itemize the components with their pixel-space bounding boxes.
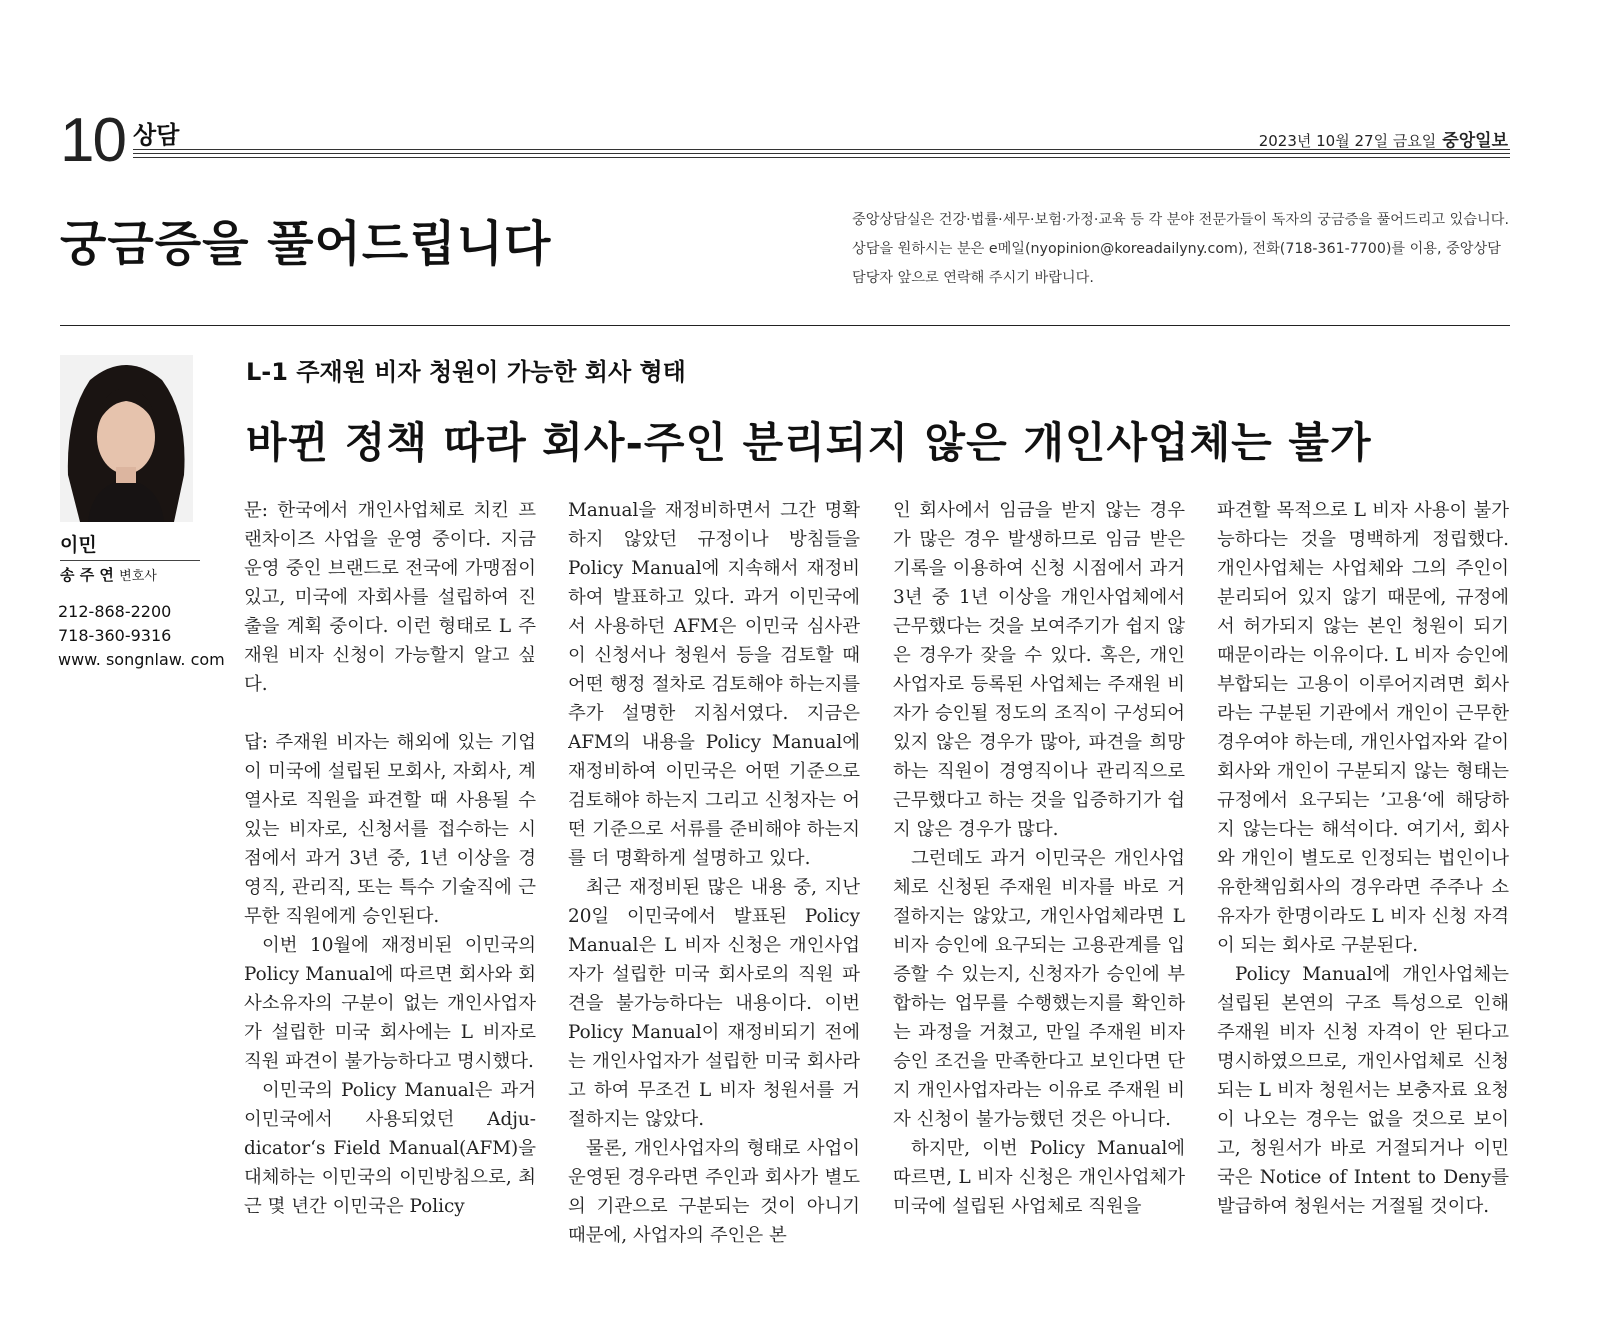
article-column-4 [1217, 496, 1509, 1336]
paragraph: 이번 10월에 재정비된 이민국의 Policy Manual에 따르면 회사와 회사소유자의 구분이 없는 개인사업자가 설립한 미국 회사에는 L 비자로 직원 파견이 불가능하다고 명시했다. [244, 935, 536, 1072]
section-name: 상담 [133, 121, 180, 149]
paragraph: 이민국의 Policy Manual은 과거 이민국에서 사용되었던 Adju-dicator‘s Field Manual(AFM)을 대체하는 이민국의 이민방침으로, 최근 몇 년간 이민국은 Policy [244, 1080, 536, 1217]
paper-name: 중앙일보 [1442, 131, 1508, 151]
article-headline: 바뀐 정책 따라 회사-주인 분리되지 않은 개인사업체는 불가 [246, 418, 1372, 467]
paragraph: Manual을 재정비하면서 그간 명확하지 않았던 규정이나 방침들을 Policy Manual에 지속해서 재정비하여 발표하고 있다. 과거 이민국에서 사용하던 AFM은 이민국 심사관이 신청서나 청원서 등을 검토할 때 어떤 행정 절차로 검토해야 하는지를 추가 설명한 지침서였다. 지금은 AFM의 내용을 Policy Manual에 재정비하여 이민국은 어떤 기준으로 검토해야 하는지 그리고 신청자는 어떤 기준으로 서류를 준비해야 하는지를 더 명확하게 설명하고 있다. [568, 500, 860, 869]
paragraph: 하지만, 이번 Policy Manual에 따르면, L 비자 신청은 개인사업체가 미국에 설립된 사업체로 직원을 [893, 1138, 1185, 1217]
author-title: 변호사 [119, 569, 157, 584]
paragraph: 그런데도 과거 이민국은 개인사업체로 신청된 주재원 비자를 바로 거절하지는 않았고, 개인사업체라면 L 비자 승인에 요구되는 고용관계를 입증할 수 있는지, 신청자가 승인에 부합하는 업무를 수행했는지를 확인하는 과정을 거쳤고, 만일 주재원 비자 승인 조건을 만족한다고 보인다면 단지 개인사업자라는 이유로 주재원 비자 신청이 불가능했던 것은 아니다. [893, 848, 1185, 1130]
article-column-1 [244, 496, 536, 1336]
author-byline [60, 564, 157, 585]
header-rule [133, 157, 1510, 158]
page-number: 10 [60, 106, 125, 175]
paragraph: 파견할 목적으로 L 비자 사용이 불가능하다는 것을 명백하게 정립했다. 개인사업체는 사업체와 그의 주인이 분리되어 있지 않기 때문에, 규정에서 허가되지 않는 본인 청원이 되기 때문이라는 이유이다. L 비자 승인에 부합되는 고용이 이루어지려면 회사라는 구분된 기관에서 개인이 근무한 경우여야 하는데, 개인사업자와 같이 회사와 개인이 구분되지 않는 형태는 규정에서 요구되는 ’고용‘에 해당하지 않는다는 해석이다. 여기서, 회사와 개인이 별도로 인정되는 법인이나 유한책임회사의 경우라면 주주나 소유자가 한명이라도 L 비자 신청 자격이 되는 회사로 구분된다. [1217, 500, 1509, 956]
paragraph: 물론, 개인사업자의 형태로 사업이 운영된 경우라면 주인과 회사가 별도의 기관으로 구분되는 것이 아니기 때문에, 사업자의 주인은 본 [568, 1138, 860, 1246]
author-photo [60, 355, 193, 522]
paragraph: 답: 주재원 비자는 해외에 있는 기업이 미국에 설립된 모회사, 자회사, 계열사로 직원을 파견할 때 사용될 수 있는 비자로, 신청서를 접수하는 시점에서 과거 3년 중, 1년 이상을 경영직, 관리직, 또는 특수 기술직에 근무한 직원에게 승인된다. [244, 732, 536, 927]
phone-1: 212-868-2200 [58, 602, 172, 621]
website: www. songnlaw. com [58, 650, 225, 669]
section-divider [60, 325, 1510, 326]
phone-2: 718-360-9316 [58, 626, 172, 645]
article-subhead: L-1 주재원 비자 청원이 가능한 회사 형태 [246, 358, 686, 386]
author-name: 송 주 연 [60, 566, 114, 584]
banner-title: 궁금증을 풀어드립니다 [60, 216, 552, 272]
paragraph: 문: 한국에서 개인사업체로 치킨 프랜차이즈 사업을 운영 중이다. 지금 운영 중인 브랜드로 전국에 가맹점이 있고, 미국에 자회사를 설립하여 진출을 계획 중이다. 이런 형태로 L 주재원 비자 신청이 가능할지 알고 싶다. [244, 500, 536, 695]
header-rule [133, 153, 1510, 154]
paragraph: 최근 재정비된 많은 내용 중, 지난 20일 이민국에서 발표된 Policy Manual은 L 비자 신청은 개인사업자가 설립한 미국 회사로의 직원 파견을 불가능하다는 내용이다. 이번 Policy Manual이 재정비되기 전에는 개인사업자가 설립한 미국 회사라고 하여 무조건 L 비자 청원서를 거절하지는 않았다. [568, 877, 860, 1130]
paragraph: 인 회사에서 임금을 받지 않는 경우가 많은 경우 발생하므로 임금 받은 기록을 이용하여 신청 시점에서 과거 3년 중 1년 이상을 개인사업체에서 근무했다는 것을 보여주기가 쉽지 않은 경우가 잦을 수 있다. 혹은, 개인사업자로 등록된 사업체는 주재원 비자가 승인될 정도의 조직이 구성되어 있지 않은 경우가 많아, 파견을 희망하는 직원이 경영직이나 관리직으로 근무했다고 하는 것을 입증하기가 쉽지 않은 경우가 많다. [893, 500, 1185, 840]
article-column-3 [893, 496, 1185, 1336]
header-rule [133, 149, 1510, 150]
date-line [1259, 126, 1508, 151]
article-column-2 [568, 496, 860, 1336]
author-contact [58, 600, 225, 672]
paragraph: Policy Manual에 개인사업체는 설립된 본연의 구조 특성으로 인해 주재원 비자 신청 자격이 안 된다고 명시하였으므로, 개인사업체로 신청되는 L 비자 청원서는 보충자료 요청이 나오는 경우는 없을 것으로 보이고, 청원서가 바로 거절되거나 이민국은 Notice of Intent to Deny를 발급하여 청원서는 거절될 것이다. [1217, 964, 1509, 1217]
issue-date: 2023년 10월 27일 금요일 [1258, 132, 1437, 150]
column-name: 이민 [60, 534, 97, 556]
author-rule [60, 560, 200, 561]
banner-intro: 중앙상담실은 건강·법률·세무·보험·가정·교육 등 각 분야 전문가들이 독자의 궁금증을 풀어드리고 있습니다. 상담을 원하시는 분은 e메일(nyopinion@koreadailyny.com), 전화(718-361-7700)를 이용, 중앙상담 담당자 앞으로 연락해 주시기 바랍니다. [852, 212, 1509, 286]
